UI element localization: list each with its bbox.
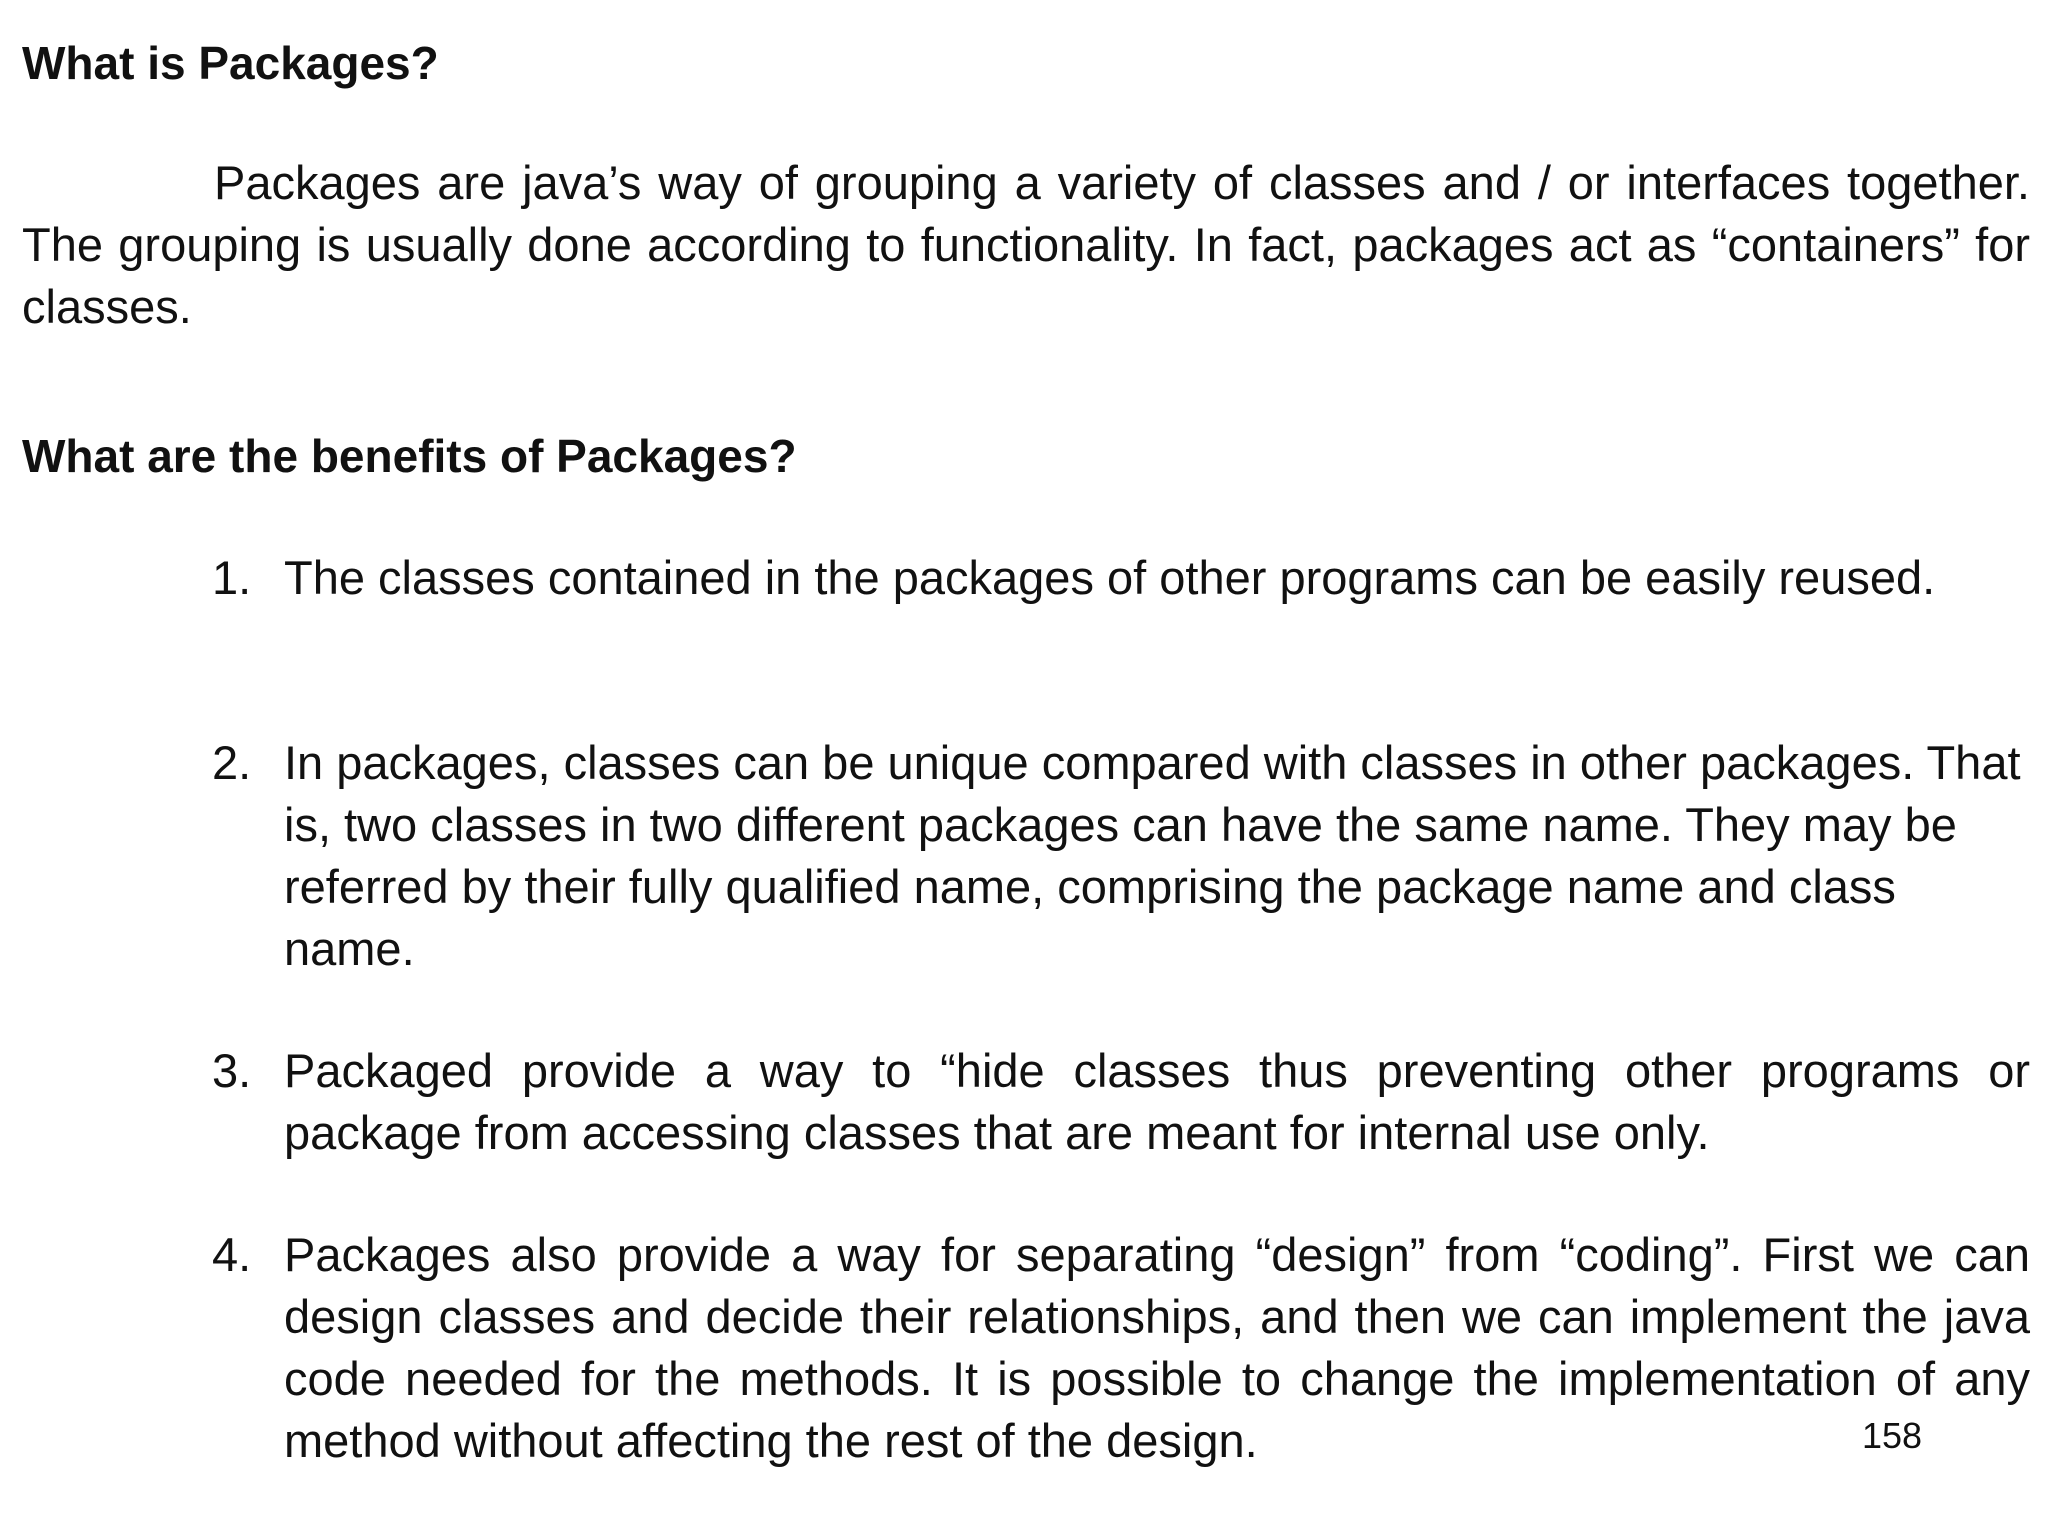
list-item-number: 2.: [212, 736, 252, 789]
list-item-number: 1.: [212, 551, 252, 604]
benefit-list-item-4: [212, 1224, 2030, 1472]
page-number: 158: [1862, 1415, 1923, 1456]
list-item-text: The classes contained in the packages of other programs can be easily reused.: [284, 551, 1936, 604]
section-heading-benefits: What are the benefits of Packages?: [22, 430, 797, 482]
list-item-text: Packages also provide a way for separating “design” from “coding”. First we can design classes and decide their relationships, and then we can implement the java code needed for the methods. It is possible to change the implementation of any method without affecting the rest of the design.: [284, 1228, 2030, 1467]
benefit-list-item-2: [212, 732, 2030, 980]
list-item-number: 3.: [212, 1044, 252, 1097]
benefit-list-item-3: [212, 1040, 2030, 1164]
list-item-number: 4.: [212, 1228, 252, 1281]
section-heading-what-is-packages: What is Packages?: [22, 37, 439, 89]
list-item-text: In packages, classes can be unique compared with classes in other packages. That is, two classes in two different packages can have the same name. They may be referred by their fully qualified name, comprising the package name and class name.: [284, 736, 2021, 975]
list-item-text: Packaged provide a way to “hide classes thus preventing other programs or package from accessing classes that are meant for internal use only.: [284, 1044, 2030, 1159]
packages-definition-paragraph: Packages are java’s way of grouping a variety of classes and / or interfaces together. The grouping is usually done according to functionality. In fact, packages act as “containers” for classes.: [22, 156, 2030, 333]
benefit-list-item-1: [212, 547, 2030, 609]
